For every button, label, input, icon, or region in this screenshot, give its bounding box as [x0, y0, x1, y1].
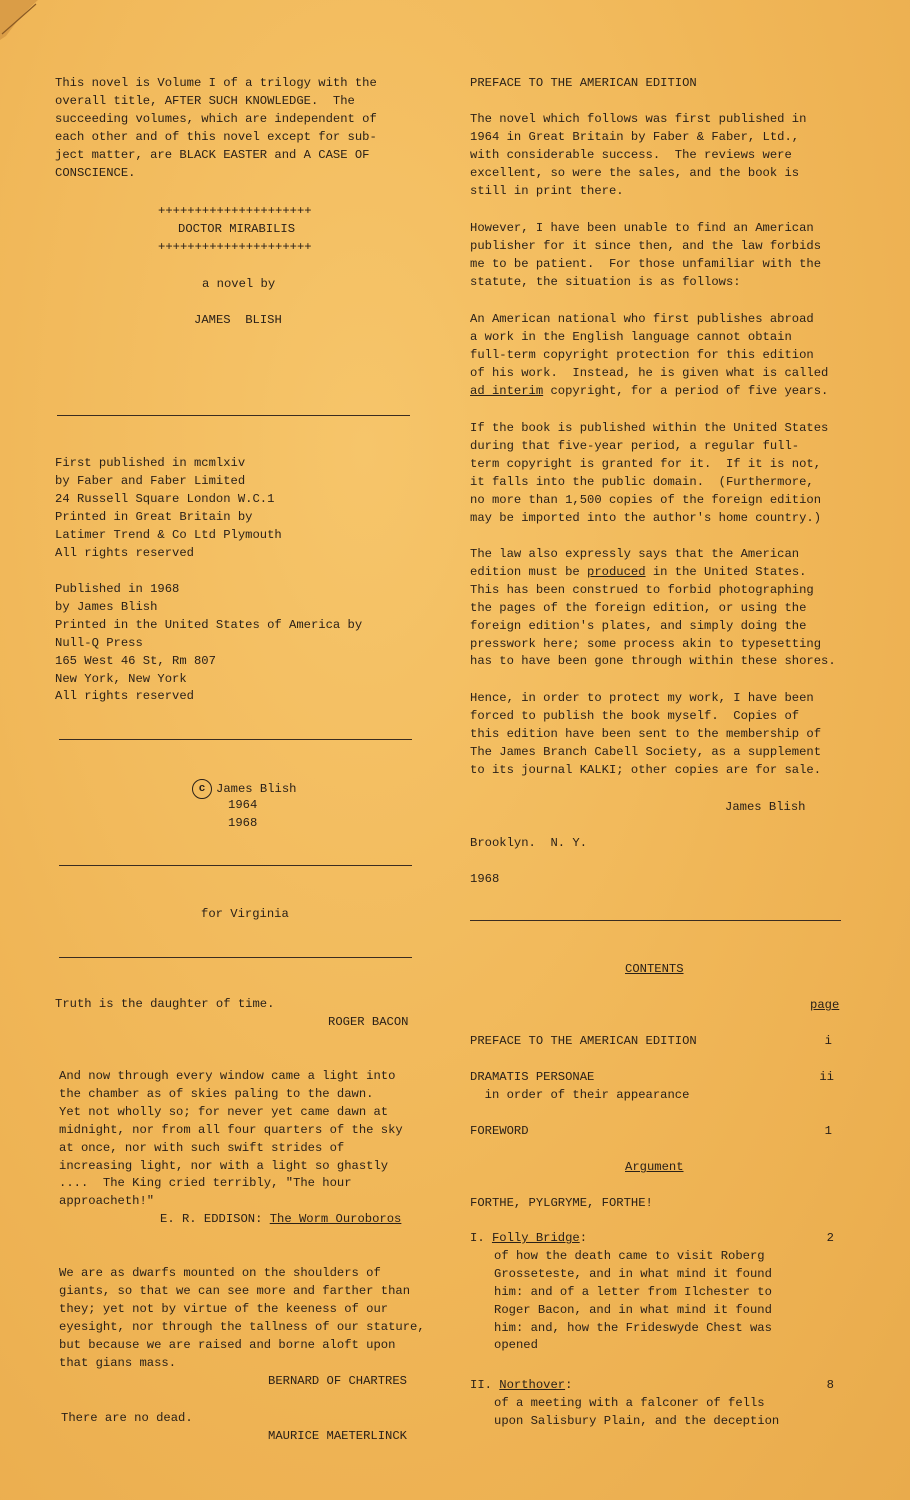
chapter-description: of how the death came to visit Roberg Grosseteste, and in what mind it found him: and of a letter from Ilchester to Roger Bacon, and in what mind it found him: and, how the Frideswyde Chest was opened — [494, 1248, 772, 1353]
argument-heading: Argument — [625, 1160, 684, 1174]
byline: a novel by — [202, 277, 276, 291]
epigraph-text: And now through every window came a light into the chamber as of skies paling to the dawn. Yet not wholly so; for never yet came dawn at midnight, nor from all four quarters of the sky at once, nor with such swift strides of increasing light, nor with a light so ghastly .... The King cried terribly, "The hour approacheth!" — [59, 1069, 403, 1209]
copyright-holder: James Blish — [216, 782, 297, 797]
divider — [59, 865, 412, 866]
trilogy-note: This novel is Volume I of a trilogy with the overall title, AFTER SUCH KNOWLEDGE. The succeeding volumes, which are independent of each other and of this novel except for sub- ject matter, are BLACK EASTER and A CASE OF CONSCIENCE. — [55, 76, 377, 180]
toc-page: 1 — [824, 1124, 832, 1138]
preface-paragraph: Hence, in order to protect my work, I have been forced to publish the book myself. Copies of this edition have been sent to the membership of The James Branch Cabell Society, as a supplement to its journal KALKI; other copies are for sale. — [470, 691, 822, 777]
contents-heading: CONTENTS — [625, 962, 684, 976]
toc-label: PREFACE TO THE AMERICAN EDITION — [470, 1034, 697, 1048]
signature: James Blish — [725, 800, 806, 814]
chapter-entry[interactable]: I. Folly Bridge: 2 of how the death came to visit Roberg Grosseteste, and in what mind it found him: and of a letter from Ilchester to Roger Bacon, and in what mind it found him: and, how the Frideswyde Chest was opened — [470, 1230, 842, 1355]
chapter-number: II. — [470, 1378, 500, 1392]
epigraph-text: We are as dwarfs mounted on the shoulders of giants, so that we can see more and farther than they; yet not by virtue of the keeness of our eyesight, nor through the tallness of our stature, but because we are raised and borne aloft upon that gians mass. — [59, 1266, 425, 1370]
epigraph-bacon — [55, 996, 420, 1014]
preface-paragraph: If the book is published within the United States during that five-year period, a regular full- term copyright is granted for it. If it is not, it falls into the public domain. (Furthermore, no more than 1,500 copies of the foreign edition may be imported into the author's home country.) — [470, 421, 829, 525]
preface-paragraph: An American national who first publishes abroad a work in the English language cannot obtain full-term copyright protection for this edition of his work. Instead, he is given what is called ad interim copyright, for a period of five years. — [470, 312, 829, 398]
divider — [59, 739, 412, 740]
place: Brooklyn. N. Y. — [470, 836, 588, 850]
epigraph-author: E. R. EDDISON: The Worm Ouroboros — [160, 1212, 402, 1226]
cross-line-top: +++++++++++++++++++++ — [158, 204, 312, 218]
chapter-entry[interactable]: II. Northover: 8 of a meeting with a falconer of fells upon Salisbury Plain, and the deception — [470, 1377, 842, 1431]
toc-page: ii — [819, 1070, 834, 1084]
epigraph-maeterlinck — [61, 1410, 193, 1428]
first-edition-info: First published in mcmlxiv by Faber and Faber Limited 24 Russell Square London W.C.1 Printed in Great Britain by Latimer Trend & Co Ltd Plymouth All rights reserved — [55, 456, 282, 560]
epigraph-text: There are no dead. — [61, 1411, 193, 1425]
epigraph-text: Truth is the daughter of time. — [55, 997, 275, 1011]
paper-corner-fold — [0, 0, 40, 40]
preface-title: PREFACE TO THE AMERICAN EDITION — [470, 76, 697, 90]
toc-entry[interactable] — [470, 1123, 842, 1141]
copyright-icon: c — [192, 779, 212, 799]
chapter-number: I. — [470, 1231, 492, 1245]
year: 1968 — [470, 872, 500, 886]
epigraph-eddison — [59, 1068, 424, 1211]
toc-page: i — [824, 1034, 832, 1048]
chapter-page: 2 — [826, 1231, 834, 1245]
toc-entry[interactable] — [470, 1069, 842, 1105]
epigraph-author: BERNARD OF CHARTRES — [268, 1374, 407, 1388]
book-title: DOCTOR MIRABILIS — [178, 221, 296, 236]
divider — [57, 415, 410, 416]
divider — [470, 920, 841, 921]
american-edition-info: Published in 1968 by James Blish Printed in the United States of America by Null-Q Press 165 West 46 St, Rm 807 New York, New York All rights reserved — [55, 582, 363, 704]
epigraph-author: MAURICE MAETERLINCK — [268, 1429, 407, 1443]
epigraph-chartres — [59, 1265, 459, 1372]
work-title: The Worm Ouroboros — [269, 1212, 402, 1226]
cross-line-bottom: +++++++++++++++++++++ — [158, 239, 312, 254]
copyright-years: 1964 1968 — [228, 798, 258, 830]
toc-entry[interactable] — [470, 1033, 842, 1051]
argument-motto: FORTHE, PYLGRYME, FORTHE! — [470, 1196, 653, 1210]
divider — [59, 957, 412, 958]
underlined-term: produced — [587, 564, 646, 579]
preface-paragraph: The law also expressly says that the American edition must be produced in the United States. This has been construed to forbid photographing the pages of the foreign edition, or using the foreign edition's plates, and simply doing the presswork here; some process akin to typesetting has to have been gone through within these shores. — [470, 547, 836, 669]
preface-paragraph: However, I have been unable to find an American publisher for it since then, and the law forbids me to be patient. For those unfamiliar with the statute, the situation is as follows: — [470, 221, 822, 289]
epigraph-author: ROGER BACON — [328, 1015, 409, 1029]
toc-label: FOREWORD — [470, 1124, 529, 1138]
chapter-title: Northover — [499, 1378, 566, 1392]
page-column-label: page — [810, 998, 840, 1012]
preface-paragraph: The novel which follows was first published in 1964 in Great Britain by Faber & Faber, Ltd., with considerable success. The reviews were excellent, so were the sales, and the book is still in print there. — [470, 112, 807, 198]
chapter-description: of a meeting with a falconer of fells upon Salisbury Plain, and the deception — [494, 1395, 780, 1428]
chapter-page: 8 — [826, 1378, 834, 1392]
toc-label: DRAMATIS PERSONAE in order of their appearance — [470, 1070, 690, 1102]
dedication: for Virginia — [201, 907, 289, 921]
chapter-title: Folly Bridge — [491, 1231, 580, 1245]
author-name: JAMES BLISH — [194, 313, 282, 327]
underlined-term: ad interim — [470, 383, 544, 398]
title-block — [158, 203, 338, 257]
